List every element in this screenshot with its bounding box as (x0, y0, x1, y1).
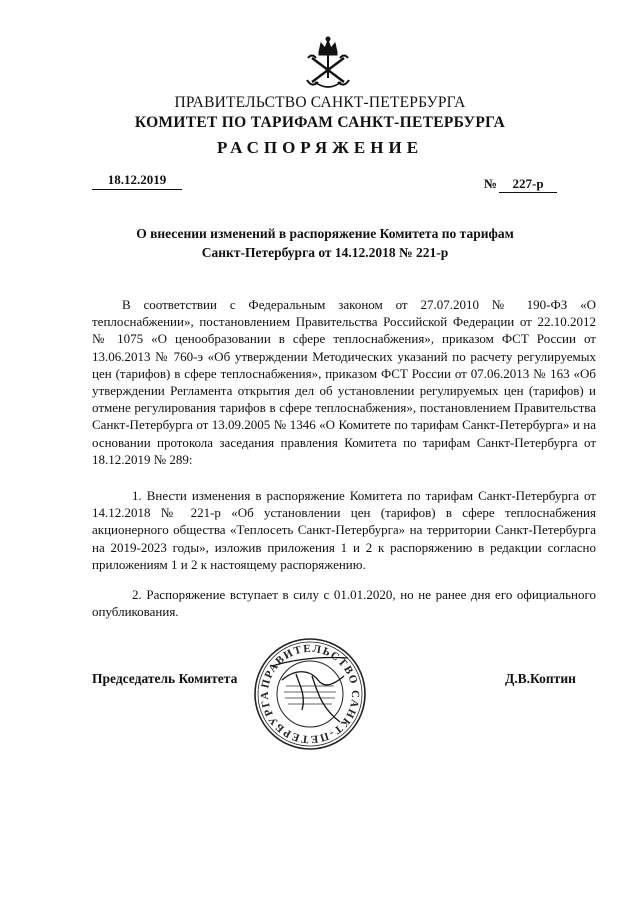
preamble-paragraph: В соответствии с Федеральным законом от 27.07.2010 № 190-ФЗ «О теплоснабжении», постановлением Правительства Российской Федерации от 22.10.2012 № 1075 «О ценообразовании в сфере теплоснабжения», приказом ФСТ России от 13.06.2013 № 760-э «Об утверждении Методических указаний по расчету регулируемых цен (тарифов) в сфере теплоснабжения», приказом ФСТ России от 07.06.2013 № 163 «Об утверждении Регламента открытия дел об установлении регулируемых цен (тарифов) и отмене регулирования тарифов в сфере теплоснабжения», постановлением Правительства Санкт-Петербурга от 13.09.2005 № 1346 «О Комитете по тарифам Санкт-Петербурга» и на основании протокола заседания правления Комитета по тарифам Санкт-Петербурга от 18.12.2019 № 289: (92, 297, 596, 467)
number-sign: № (484, 176, 498, 191)
document-date: 18.12.2019 (92, 172, 182, 190)
document-type: РАСПОРЯЖЕНИЕ (216, 138, 424, 157)
government-name: ПРАВИТЕЛЬСТВО САНКТ-ПЕТЕРБУРГА (174, 94, 466, 111)
subject-line-2: Санкт-Петербурга от 14.12.2018 № 221-р (201, 245, 449, 260)
document-subject (130, 224, 520, 262)
official-seal-stamp (252, 636, 368, 752)
number-value: 227-р (499, 176, 557, 193)
signer-name: Д.В.Коптин (505, 671, 576, 686)
clause-2-paragraph: 2. Распоряжение вступает в силу с 01.01.2020, но не ранее дня его официального опубликования. (92, 587, 596, 620)
handwritten-signature (272, 657, 348, 722)
committee-name: КОМИТЕТ ПО ТАРИФАМ САНКТ-ПЕТЕРБУРГА (134, 114, 506, 131)
clause-1-paragraph: 1. Внести изменения в распоряжение Комитета по тарифам Санкт-Петербурга от 14.12.2018 № 221-р «Об установлении цен (тарифов) в сфере теплоснабжения акционерного общества «Теплосеть Санкт-Петербурга» на территории Санкт-Петербурга на 2019-2023 годы», изложив приложения 1 и 2 к распоряжению в редакции согласно приложениям 1 и 2 к настоящему распоряжению. (92, 488, 596, 572)
document-number (484, 176, 557, 193)
coat-of-arms-emblem (303, 36, 353, 92)
seal-ring-text: ПРАВИТЕЛЬСТВО САНКТ-ПЕТЕРБУРГА (258, 642, 362, 746)
signer-position: Председатель Комитета (92, 671, 238, 686)
subject-line-1: О внесении изменений в распоряжение Комитета по тарифам (136, 226, 514, 241)
